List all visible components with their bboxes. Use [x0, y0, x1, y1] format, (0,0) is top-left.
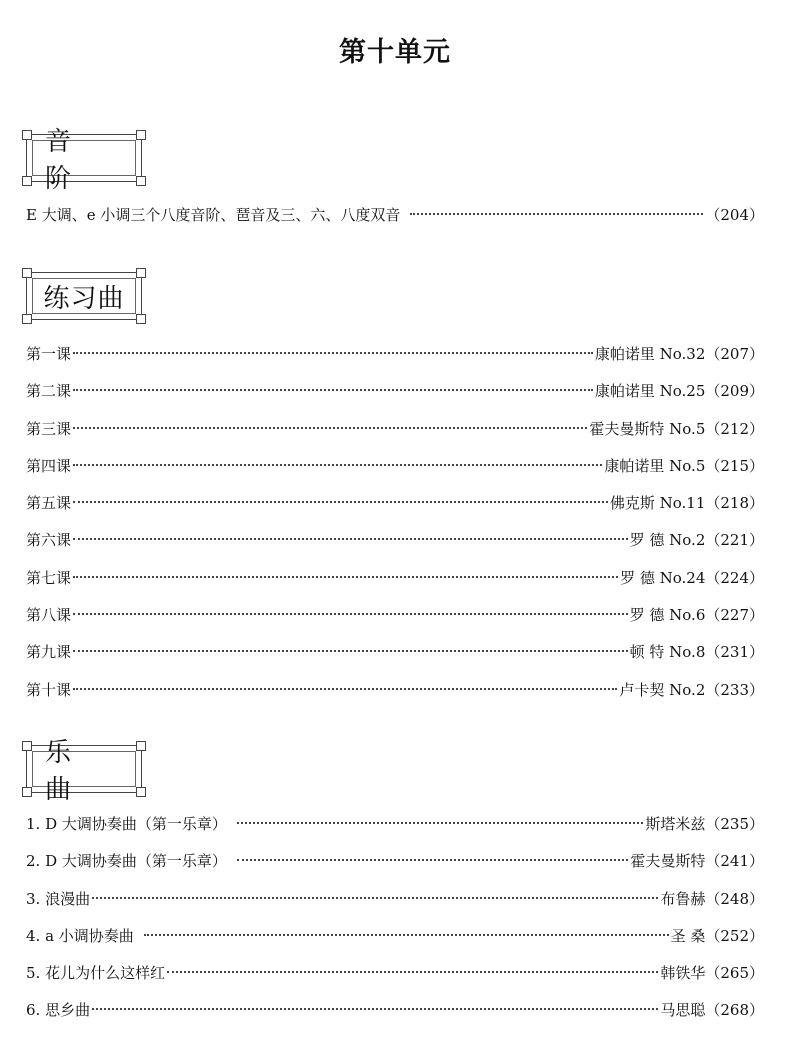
dot-leader — [73, 427, 587, 429]
entry-title: 第五课 — [26, 494, 72, 513]
dot-leader — [73, 538, 628, 540]
entry-page: 马思聪（268） — [660, 1001, 764, 1020]
dot-leader — [73, 650, 628, 652]
entry-page: 霍夫曼斯特（241） — [630, 852, 764, 871]
toc-entry[interactable] — [26, 560, 764, 597]
dot-leader — [144, 934, 669, 936]
dot-leader — [73, 389, 593, 391]
dot-leader — [410, 213, 703, 215]
toc-entry[interactable] — [26, 197, 764, 234]
toc-entry[interactable] — [26, 373, 764, 410]
section-heading: 练习曲 — [43, 283, 125, 314]
section-heading: 乐 曲 — [45, 738, 90, 805]
toc-entry[interactable] — [26, 672, 764, 709]
entry-title: 3. 浪漫曲 — [26, 889, 91, 908]
section-etudes — [26, 272, 764, 709]
entry-title: 第六课 — [26, 531, 72, 550]
dot-leader — [73, 352, 593, 354]
toc-entry[interactable] — [26, 992, 764, 1029]
toc-entry[interactable] — [26, 843, 764, 880]
entry-page: 康帕诺里 No.32（207） — [594, 345, 764, 363]
toc-entry[interactable] — [26, 955, 764, 992]
section-pieces — [26, 738, 764, 1030]
entry-title: 4. a 小调协奏曲 — [26, 926, 134, 945]
entry-title: E 大调、e 小调三个八度音阶、琶音及三、六、八度双音 — [26, 206, 401, 224]
dot-leader — [167, 971, 658, 973]
entry-page: 顿 特 No.8（231） — [629, 643, 764, 662]
toc-entry[interactable] — [26, 881, 764, 918]
entry-page: 佛克斯 No.11（218） — [609, 494, 764, 513]
entry-title: 5. 花儿为什么这样红 — [26, 964, 166, 983]
dot-leader — [73, 613, 628, 615]
entry-title: 第四课 — [26, 456, 72, 475]
toc-entry[interactable] — [26, 597, 764, 634]
dot-leader — [73, 576, 618, 578]
entry-title: 第一课 — [26, 345, 72, 363]
section-heading: 音 阶 — [45, 127, 90, 194]
dot-leader — [73, 501, 608, 503]
toc-entry[interactable] — [26, 485, 764, 522]
entry-title: 1. D 大调协奏曲（第一乐章） — [26, 815, 227, 833]
section-heading-frame — [26, 738, 142, 805]
toc-entry[interactable] — [26, 634, 764, 671]
entry-page: 罗 德 No.24（224） — [620, 568, 764, 587]
page-title: 第十单元 — [339, 37, 451, 68]
entry-title: 第九课 — [26, 643, 72, 662]
entry-page: 康帕诺里 No.5（215） — [604, 456, 764, 475]
entry-title: 2. D 大调协奏曲（第一乐章） — [26, 852, 227, 871]
section-heading-frame — [26, 127, 142, 194]
entry-page: 斯塔米兹（235） — [645, 815, 764, 833]
entry-page: 韩铁华（265） — [660, 964, 764, 983]
dot-leader — [237, 822, 643, 824]
toc-entry[interactable] — [26, 806, 764, 843]
dot-leader — [92, 1008, 658, 1010]
entry-page: 圣 桑（252） — [670, 926, 764, 945]
entry-page: （204） — [705, 206, 764, 224]
toc-entry[interactable] — [26, 336, 764, 373]
entry-title: 第十课 — [26, 680, 72, 699]
toc-entry[interactable] — [26, 411, 764, 448]
section-scales — [26, 127, 764, 234]
entry-page: 康帕诺里 No.25（209） — [594, 382, 764, 401]
dot-leader — [92, 897, 658, 899]
dot-leader — [73, 464, 602, 466]
toc-entry[interactable] — [26, 918, 764, 955]
dot-leader — [237, 859, 628, 861]
entry-title: 第七课 — [26, 568, 72, 587]
entry-title: 第八课 — [26, 606, 72, 625]
section-heading-frame — [26, 272, 142, 320]
dot-leader — [73, 688, 617, 690]
toc-entry[interactable] — [26, 448, 764, 485]
entry-page: 布鲁赫（248） — [660, 889, 764, 908]
entry-page: 卢卡契 No.2（233） — [619, 680, 764, 699]
toc-entry[interactable] — [26, 522, 764, 559]
entry-title: 第三课 — [26, 419, 72, 438]
entry-title: 6. 思乡曲 — [26, 1001, 91, 1020]
entry-title: 第二课 — [26, 382, 72, 401]
entry-page: 罗 德 No.2（221） — [629, 531, 764, 550]
entry-page: 霍夫曼斯特 No.5（212） — [589, 419, 764, 438]
entry-page: 罗 德 No.6（227） — [629, 606, 764, 625]
